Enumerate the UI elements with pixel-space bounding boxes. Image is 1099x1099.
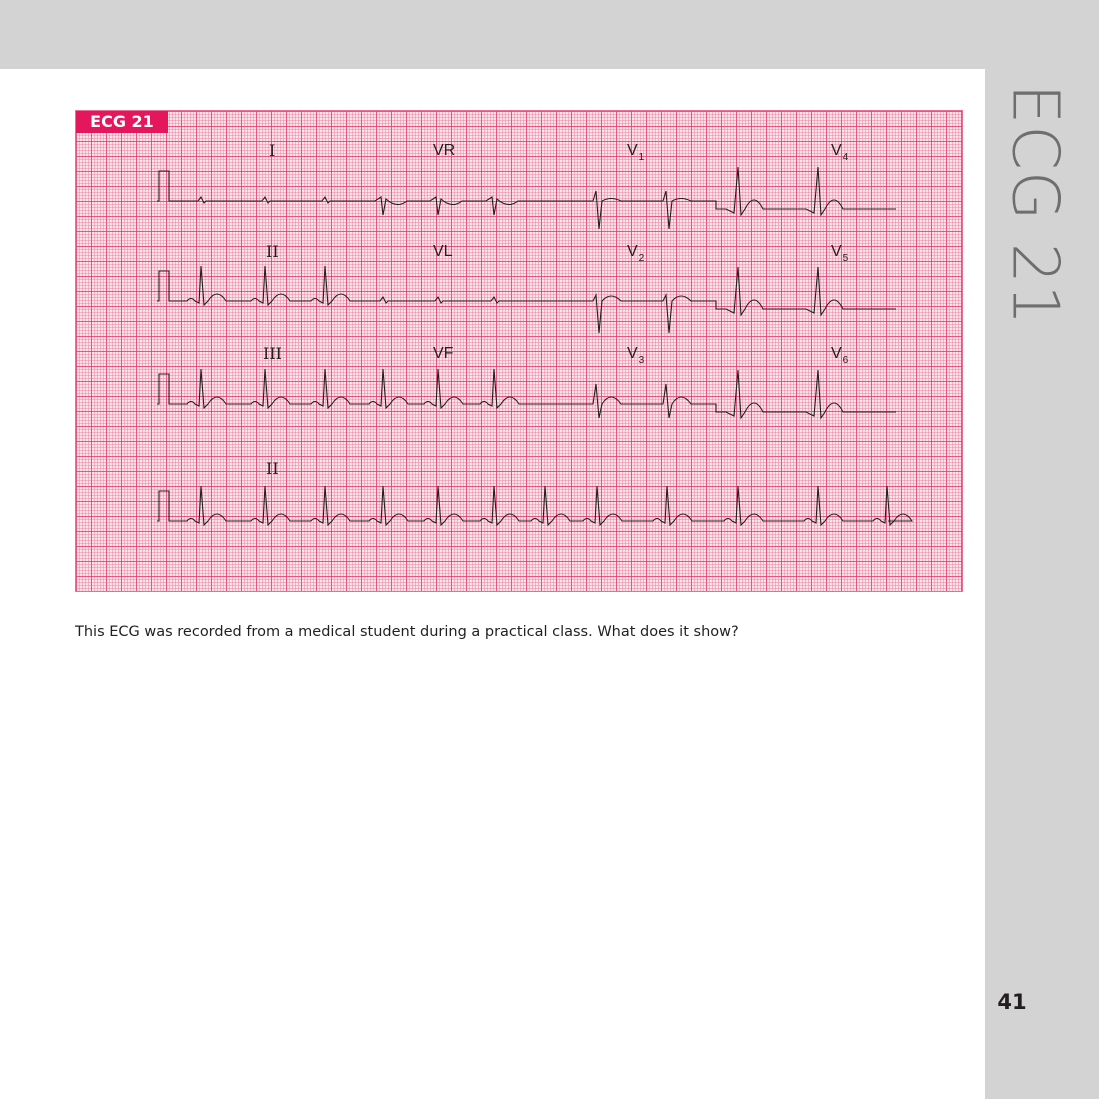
lead-label-i: I (269, 141, 276, 160)
lead-label-v6: $V_6$ (831, 345, 849, 366)
ecg-trace (157, 266, 896, 333)
ecg-trace (157, 369, 896, 418)
ecg-badge: ECG 21 (76, 111, 168, 133)
ecg-traces (76, 111, 963, 592)
lead-label-v2: $V_2$ (627, 243, 645, 264)
lead-label-v5: $V_5$ (831, 243, 849, 264)
page-number: 41 (997, 990, 1027, 1014)
lead-label-rhythm-ii: II (266, 459, 279, 478)
ecg-figure (75, 110, 963, 592)
ecg-trace (157, 167, 896, 229)
lead-label-avr: VR (433, 142, 456, 159)
lead-label-iii: III (263, 344, 282, 363)
lead-label-v4: $V_4$ (831, 142, 849, 163)
question-caption: This ECG was recorded from a medical student during a practical class. What does it show? (75, 624, 739, 640)
lead-label-avf: VF (433, 345, 454, 362)
top-band (0, 0, 1099, 69)
lead-label-v1: $V_1$ (627, 142, 645, 163)
ecg-trace (157, 486, 912, 525)
lead-label-ii: II (266, 242, 279, 261)
lead-label-v3: $V_3$ (627, 345, 645, 366)
lead-label-avl: VL (433, 243, 453, 260)
side-title (964, 83, 1099, 327)
side-title-text: ECG 21 (997, 83, 1071, 327)
